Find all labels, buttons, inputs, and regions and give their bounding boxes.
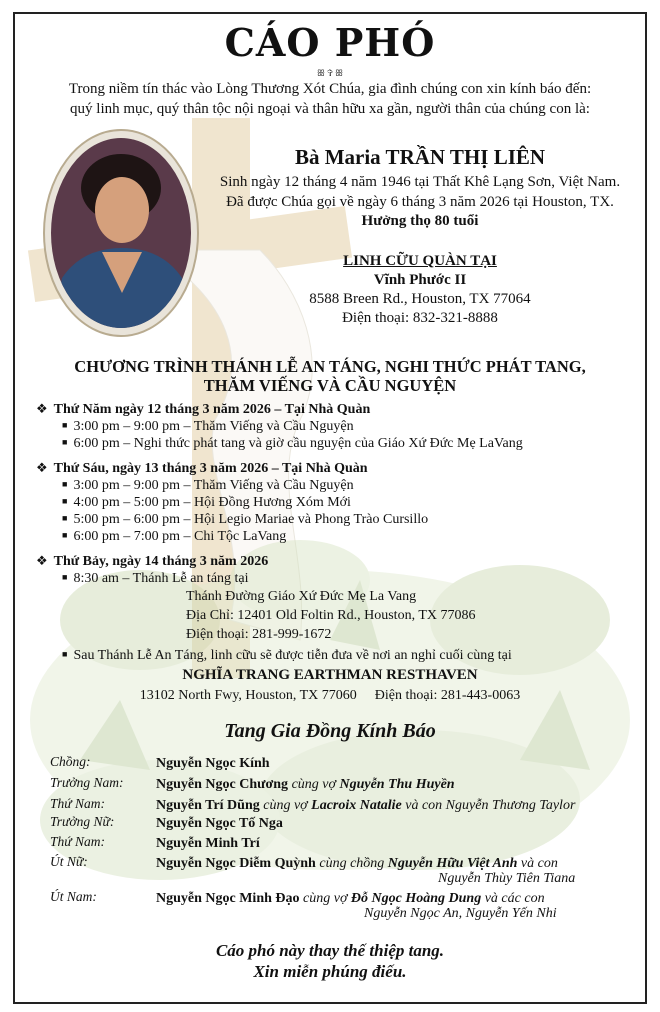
day1-heading: ❖ Thứ Năm ngày 12 tháng 3 năm 2026 – Tại Nhà Quàn xyxy=(36,401,371,417)
diamond-bullet-icon: ❖ xyxy=(36,401,48,416)
square-bullet-icon: ■ xyxy=(62,649,68,659)
day2-item-2: ■ 4:00 pm – 5:00 pm – Hội Đồng Hương Xóm Mới xyxy=(62,495,351,510)
square-bullet-icon: ■ xyxy=(62,572,68,582)
footer-line-1: Cáo phó này thay thế thiệp tang. xyxy=(215,941,445,960)
intro-line-1: Trong niềm tín thác vào Lòng Thương Xót Chúa, gia đình chúng con xin kính báo đến: xyxy=(68,81,592,97)
program-title-2: THĂM VIẾNG VÀ CẦU NGUYỆN xyxy=(203,376,457,395)
after-mass-note: ■ Sau Thánh Lễ An Táng, linh cữu sẽ được tiễn đưa về nơi an nghỉ cuối cùng tại xyxy=(62,648,512,663)
square-bullet-icon: ■ xyxy=(62,437,68,447)
square-bullet-icon: ■ xyxy=(62,479,68,489)
square-bullet-icon: ■ xyxy=(62,420,68,430)
relation-label: Út Nữ: xyxy=(50,854,88,869)
diamond-bullet-icon: ❖ xyxy=(36,460,48,475)
family-member: Nguyễn Ngọc Diễm Quỳnh cùng chồng Nguyễn Hữu Việt Anh và con xyxy=(156,856,558,871)
day3-heading: ❖ Thứ Bảy, ngày 14 tháng 3 năm 2026 xyxy=(36,553,269,569)
diamond-bullet-icon: ❖ xyxy=(36,553,48,568)
church-phone: Điện thoại: 281-999-1672 xyxy=(186,627,332,642)
day2-item-1: ■ 3:00 pm – 9:00 pm – Thăm Viếng và Cầu Nguyện xyxy=(62,478,354,493)
relation-label: Thứ Nam: xyxy=(50,796,105,811)
intro-line-2: quý linh mục, quý thân tộc nội ngoại và thân hữu xa gần, người thân của chúng con là: xyxy=(70,101,590,117)
deceased-name: Bà Maria TRẦN THỊ LIÊN xyxy=(294,145,546,169)
family-member: Nguyễn Ngọc Minh Đạo cùng vợ Đỗ Ngọc Hoàng Dung và các con xyxy=(156,891,545,906)
family-member: Nguyễn Trí Dũng cùng vợ Lacroix Natalie và con Nguyễn Thương Taylor xyxy=(156,798,576,813)
family-heading: Tang Gia Đồng Kính Báo xyxy=(224,720,436,742)
funeral-home-address: 8588 Breen Rd., Houston, TX 77064 xyxy=(309,291,531,307)
day1-item-1: ■ 3:00 pm – 9:00 pm – Thăm Viếng và Cầu Nguyện xyxy=(62,419,354,434)
church-name: Thánh Đường Giáo Xứ Đức Mẹ La Vang xyxy=(186,589,417,604)
day1-item-2: ■ 6:00 pm – Nghi thức phát tang và giờ cầu nguyện của Giáo Xứ Đức Mẹ LaVang xyxy=(62,436,523,451)
relation-label: Thứ Nam: xyxy=(50,834,105,849)
day2-item-3: ■ 5:00 pm – 6:00 pm – Hội Legio Mariae và Phong Trào Cursillo xyxy=(62,512,429,527)
cemetery-name: NGHĨA TRANG EARTHMAN RESTHAVEN xyxy=(182,667,478,683)
day2-heading: ❖ Thứ Sáu, ngày 13 tháng 3 năm 2026 – Tại Nhà Quàn xyxy=(36,460,368,476)
relation-label: Trưởng Nữ: xyxy=(50,814,115,829)
day3-mass: ■ 8:30 am – Thánh Lễ an táng tại xyxy=(62,571,249,586)
square-bullet-icon: ■ xyxy=(62,496,68,506)
square-bullet-icon: ■ xyxy=(62,530,68,540)
cemetery-contact: 13102 North Fwy, Houston, TX 77060 Điện thoại: 281-443-0063 xyxy=(139,688,521,703)
family-member: Nguyễn Ngọc Tố Nga xyxy=(156,816,283,831)
day2-item-4: ■ 6:00 pm – 7:00 pm – Chi Tộc LaVang xyxy=(62,529,287,544)
birth-info: Sinh ngày 12 tháng 4 năm 1946 tại Thất Khê Lạng Sơn, Việt Nam. xyxy=(219,174,621,190)
age-info: Hưởng thọ 80 tuổi xyxy=(361,213,479,229)
title-ornament: ꕥ ✞ ꕥ xyxy=(316,68,344,78)
footer-line-2: Xin miễn phúng điếu. xyxy=(253,962,407,981)
relation-label: Chồng: xyxy=(50,754,91,769)
relation-label: Trưởng Nam: xyxy=(50,775,124,790)
page-title: CÁO PHÓ xyxy=(224,20,436,65)
program-title-1: CHƯƠNG TRÌNH THÁNH LỄ AN TÁNG, NGHI THỨC PHÁT TANG, xyxy=(74,357,586,376)
family-member: Nguyễn Minh Trí xyxy=(156,836,260,851)
square-bullet-icon: ■ xyxy=(62,513,68,523)
church-address: Địa Chỉ: 12401 Old Foltin Rd., Houston, TX 77086 xyxy=(186,608,476,623)
death-info: Đã được Chúa gọi về ngày 6 tháng 3 năm 2026 tại Houston, TX. xyxy=(226,194,614,210)
family-member-line2: Nguyễn Ngọc An, Nguyễn Yến Nhi xyxy=(364,906,557,921)
funeral-home-heading: LINH CỮU QUÀN TẠI xyxy=(343,253,497,269)
portrait-photo xyxy=(42,128,200,338)
family-member: Nguyễn Ngọc Chương cùng vợ Nguyễn Thu Huyền xyxy=(156,777,455,792)
family-member-line2: Nguyễn Thùy Tiên Tiana xyxy=(438,871,576,886)
funeral-home-phone: Điện thoại: 832-321-8888 xyxy=(342,310,498,326)
relation-label: Út Nam: xyxy=(50,889,97,904)
funeral-home-name: Vĩnh Phước II xyxy=(373,272,467,288)
family-member: Nguyễn Ngọc Kính xyxy=(156,756,270,771)
